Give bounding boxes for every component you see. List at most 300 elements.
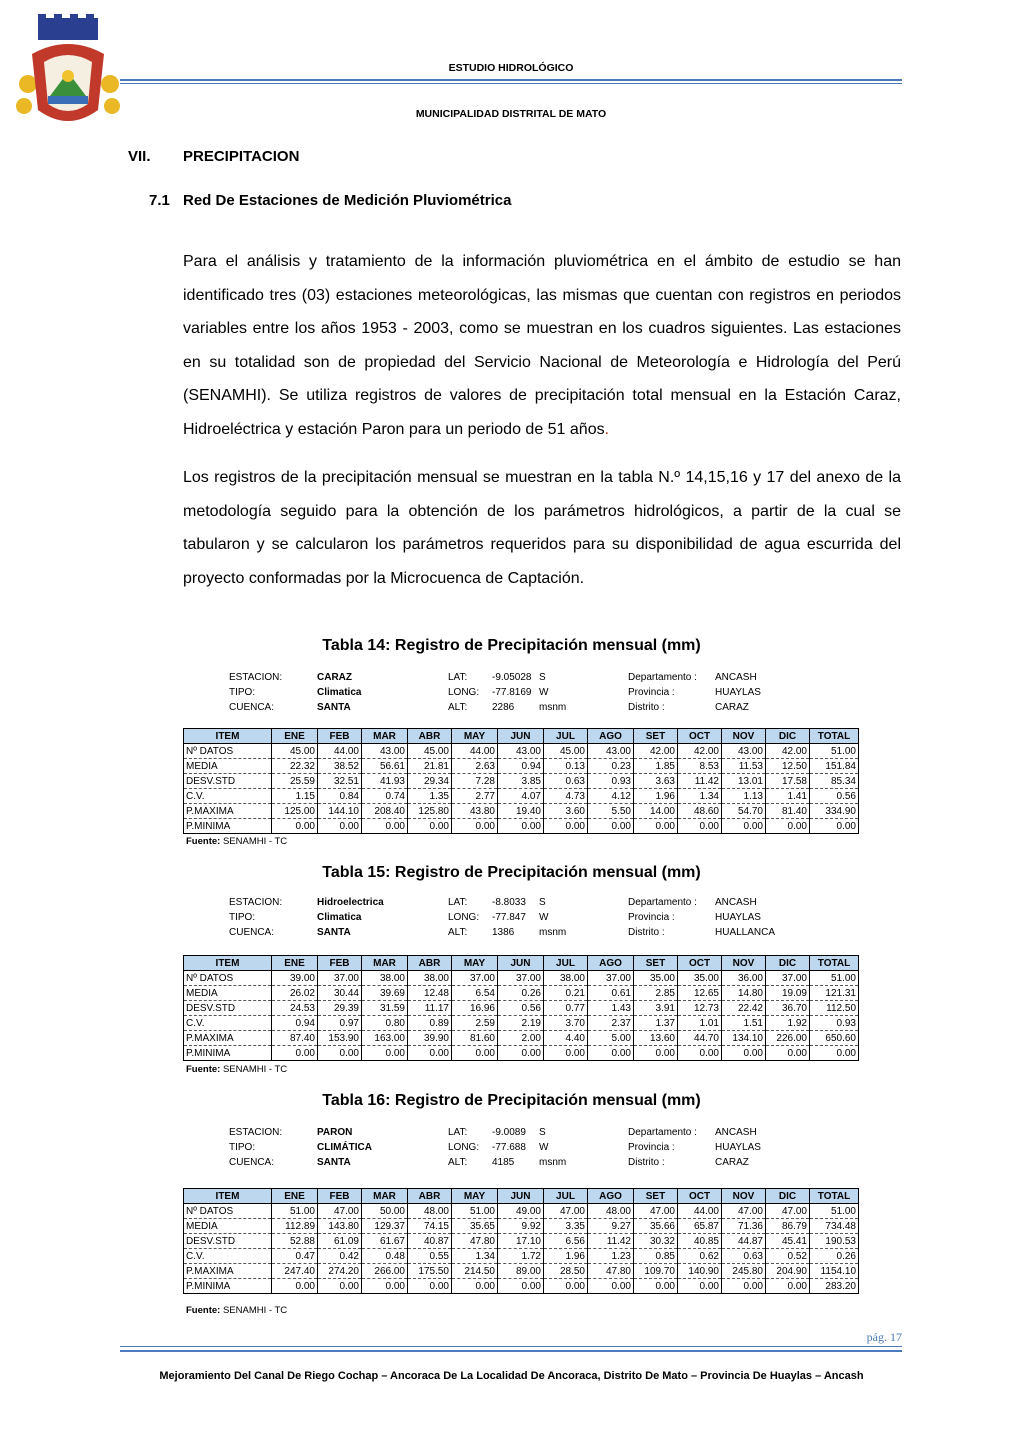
- long-dir: W: [539, 1142, 549, 1153]
- column-header: DIC: [766, 729, 810, 744]
- province-label: Provincia :: [628, 687, 675, 698]
- table-row: [184, 1031, 859, 1046]
- subsection-title: Red De Estaciones de Medición Pluviométrica: [183, 192, 512, 209]
- basin-label: CUENCA:: [229, 927, 275, 938]
- table-cell: 226.00: [766, 1031, 810, 1046]
- lat-dir: S: [539, 672, 546, 683]
- table-cell: 175.50: [408, 1264, 452, 1279]
- column-header: SET: [634, 729, 678, 744]
- table-cell: 65.87: [678, 1219, 722, 1234]
- table-cell: 151.84: [810, 759, 859, 774]
- table-cell: 0.00: [498, 1046, 544, 1061]
- table-cell: 40.87: [408, 1234, 452, 1249]
- table-cell: 0.94: [498, 759, 544, 774]
- source-value: SENAMHI - TC: [222, 1305, 288, 1316]
- table-cell: 40.85: [678, 1234, 722, 1249]
- lat-label: LAT:: [448, 672, 468, 683]
- table-cell: 11.42: [678, 774, 722, 789]
- column-header: FEB: [318, 1189, 362, 1204]
- table-cell: 14.80: [722, 986, 766, 1001]
- table-cell: 43.00: [362, 744, 408, 759]
- table-cell: 54.70: [722, 804, 766, 819]
- row-label: Nº DATOS: [184, 971, 272, 986]
- station-label: ESTACION:: [229, 1127, 283, 1138]
- column-header: MAR: [362, 729, 408, 744]
- column-header: TOTAL: [810, 956, 859, 971]
- table-cell: 1.43: [588, 1001, 634, 1016]
- column-header: MAY: [452, 956, 498, 971]
- table-cell: 35.66: [634, 1219, 678, 1234]
- table-cell: 650.60: [810, 1031, 859, 1046]
- table-cell: 0.00: [634, 1046, 678, 1061]
- column-header: SET: [634, 956, 678, 971]
- table-cell: 48.60: [678, 804, 722, 819]
- source-label: Fuente:: [186, 1305, 221, 1316]
- table-cell: 25.59: [272, 774, 318, 789]
- table-cell: 266.00: [362, 1264, 408, 1279]
- alt-value: 2286: [492, 702, 515, 713]
- table-cell: 0.85: [634, 1249, 678, 1264]
- table-cell: 0.00: [318, 1279, 362, 1294]
- header-rule-thin: [120, 83, 902, 84]
- table-cell: 1.92: [766, 1016, 810, 1031]
- table-cell: 0.00: [544, 819, 588, 834]
- type-value: Climatica: [317, 687, 362, 698]
- table-cell: 3.70: [544, 1016, 588, 1031]
- table-cell: 52.88: [272, 1234, 318, 1249]
- paragraph-2: Los registros de la precipitación mensual se muestran en la tabla N.º 14,15,16 y 17 del anexo de la metodología seguido para la obtención de los parámetros hidrológicos, a partir de la cual se tabularon y se calcularon los parámetros requeridos para su disponibilidad de agua escurrida del proyecto conformadas por la Microcuenca de Captación.: [183, 469, 901, 587]
- table-cell: 11.42: [588, 1234, 634, 1249]
- row-label: P.MINIMA: [184, 1279, 272, 1294]
- row-label: DESV.STD: [184, 774, 272, 789]
- table-cell: 74.15: [408, 1219, 452, 1234]
- row-label: P.MAXIMA: [184, 1264, 272, 1279]
- table-cell: 29.34: [408, 774, 452, 789]
- province-label: Provincia :: [628, 912, 675, 923]
- table-cell: 1.96: [634, 789, 678, 804]
- table-cell: 2.19: [498, 1016, 544, 1031]
- precipitation-table: [183, 1188, 859, 1294]
- table-cell: 2.59: [452, 1016, 498, 1031]
- table-caption: Tabla 15: Registro de Precipitación mensual (mm): [322, 864, 701, 881]
- table-cell: 3.35: [544, 1219, 588, 1234]
- table-cell: 0.94: [272, 1016, 318, 1031]
- footer-project-title: Mejoramiento Del Canal De Riego Cochap – Ancoraca De La Localidad De Ancoraca, Distrito De Mato – Provincia De Huaylas – Ancash: [159, 1370, 864, 1382]
- table-cell: 3.63: [634, 774, 678, 789]
- table-cell: 0.00: [678, 1279, 722, 1294]
- basin-value: SANTA: [317, 927, 351, 938]
- table-cell: 38.00: [408, 971, 452, 986]
- page-number: pág. 17: [866, 1330, 902, 1344]
- table-cell: 0.13: [544, 759, 588, 774]
- table-cell: 32.51: [318, 774, 362, 789]
- table-cell: 37.00: [588, 971, 634, 986]
- province-value: HUAYLAS: [715, 912, 761, 923]
- source-label: Fuente:: [186, 1064, 221, 1075]
- row-label: DESV.STD: [184, 1234, 272, 1249]
- table-row: [184, 986, 859, 1001]
- table-cell: 47.80: [588, 1264, 634, 1279]
- column-header: ITEM: [184, 1189, 272, 1204]
- table-cell: 0.00: [408, 1279, 452, 1294]
- department-label: Departamento :: [628, 1127, 697, 1138]
- table-cell: 1.01: [678, 1016, 722, 1031]
- table-cell: 8.53: [678, 759, 722, 774]
- table-cell: 44.00: [452, 744, 498, 759]
- table-cell: 0.00: [810, 819, 859, 834]
- table-header-row: [184, 1189, 859, 1204]
- row-label: P.MAXIMA: [184, 804, 272, 819]
- table-cell: 0.00: [452, 1279, 498, 1294]
- table-cell: 19.09: [766, 986, 810, 1001]
- column-header: JUN: [498, 1189, 544, 1204]
- municipality-name: MUNICIPALIDAD DISTRITAL DE MATO: [415, 108, 607, 120]
- table-cell: 4.73: [544, 789, 588, 804]
- table-cell: 50.00: [362, 1204, 408, 1219]
- table-caption: Tabla 16: Registro de Precipitación mensual (mm): [322, 1092, 701, 1109]
- table-cell: 109.70: [634, 1264, 678, 1279]
- table-cell: 81.60: [452, 1031, 498, 1046]
- table-cell: 1.72: [498, 1249, 544, 1264]
- table-cell: 37.00: [318, 971, 362, 986]
- table-cell: 39.00: [272, 971, 318, 986]
- table-cell: 24.53: [272, 1001, 318, 1016]
- row-label: C.V.: [184, 1016, 272, 1031]
- district-label: Distrito :: [628, 702, 665, 713]
- table-cell: 31.59: [362, 1001, 408, 1016]
- table-row: [184, 789, 859, 804]
- table-cell: 22.42: [722, 1001, 766, 1016]
- table-cell: 44.87: [722, 1234, 766, 1249]
- table-row: [184, 1249, 859, 1264]
- table-row: [184, 1219, 859, 1234]
- column-header: ENE: [272, 1189, 318, 1204]
- table-cell: 0.00: [722, 1279, 766, 1294]
- table-cell: 0.00: [498, 1279, 544, 1294]
- source-value: SENAMHI - TC: [222, 1064, 288, 1075]
- document-title: ESTUDIO HIDROLÓGICO: [448, 62, 574, 74]
- table-cell: 47.00: [766, 1204, 810, 1219]
- table-cell: 0.00: [766, 1279, 810, 1294]
- type-label: TIPO:: [229, 1142, 256, 1153]
- table-cell: 12.73: [678, 1001, 722, 1016]
- table-cell: 0.00: [722, 1046, 766, 1061]
- table-cell: 144.10: [318, 804, 362, 819]
- alt-label: ALT:: [448, 1157, 468, 1168]
- table-cell: 208.40: [362, 804, 408, 819]
- table-cell: 14.00: [634, 804, 678, 819]
- table-row: [184, 1016, 859, 1031]
- column-header: DIC: [766, 956, 810, 971]
- station-label: ESTACION:: [229, 672, 283, 683]
- district-value: HUALLANCA: [715, 927, 776, 938]
- table-cell: 61.09: [318, 1234, 362, 1249]
- municipal-coat-of-arms-icon: [14, 14, 122, 132]
- table-cell: 51.00: [810, 971, 859, 986]
- table-cell: 0.00: [362, 1279, 408, 1294]
- alt-value: 1386: [492, 927, 515, 938]
- table-cell: 0.63: [544, 774, 588, 789]
- column-header: ENE: [272, 956, 318, 971]
- table-cell: 13.01: [722, 774, 766, 789]
- table-cell: 45.00: [544, 744, 588, 759]
- table-cell: 17.58: [766, 774, 810, 789]
- table-cell: 7.28: [452, 774, 498, 789]
- table-cell: 37.00: [766, 971, 810, 986]
- district-value: CARAZ: [715, 702, 749, 713]
- table-cell: 283.20: [810, 1279, 859, 1294]
- table-cell: 1154.10: [810, 1264, 859, 1279]
- table-cell: 37.00: [452, 971, 498, 986]
- table-cell: 0.00: [722, 819, 766, 834]
- table-cell: 190.53: [810, 1234, 859, 1249]
- column-header: MAY: [452, 729, 498, 744]
- table-cell: 43.00: [588, 744, 634, 759]
- section-title: PRECIPITACION: [183, 148, 300, 165]
- table-cell: 0.00: [634, 1279, 678, 1294]
- table-cell: 0.00: [452, 819, 498, 834]
- table-cell: 1.23: [588, 1249, 634, 1264]
- table-cell: 4.40: [544, 1031, 588, 1046]
- column-header: MAR: [362, 956, 408, 971]
- alt-value: 4185: [492, 1157, 515, 1168]
- basin-label: CUENCA:: [229, 1157, 275, 1168]
- column-header: NOV: [722, 1189, 766, 1204]
- long-dir: W: [539, 912, 549, 923]
- table-cell: 45.41: [766, 1234, 810, 1249]
- table-row: [184, 1234, 859, 1249]
- alt-unit: msnm: [539, 1157, 567, 1168]
- station-info: [0, 670, 1023, 716]
- table-cell: 2.77: [452, 789, 498, 804]
- table-cell: 6.56: [544, 1234, 588, 1249]
- table-cell: 143.80: [318, 1219, 362, 1234]
- table-cell: 30.44: [318, 986, 362, 1001]
- table-cell: 2.63: [452, 759, 498, 774]
- table-cell: 45.00: [408, 744, 452, 759]
- column-header: ABR: [408, 956, 452, 971]
- table-cell: 36.00: [722, 971, 766, 986]
- table-header-row: [184, 729, 859, 744]
- table-cell: 45.00: [272, 744, 318, 759]
- lat-dir: S: [539, 897, 546, 908]
- table-cell: 1.13: [722, 789, 766, 804]
- lat-value: -9.05028: [492, 672, 532, 683]
- table-cell: 0.00: [272, 1046, 318, 1061]
- long-value: -77.688: [492, 1142, 526, 1153]
- province-label: Provincia :: [628, 1142, 675, 1153]
- table-cell: 3.60: [544, 804, 588, 819]
- station-name: Hidroelectrica: [317, 897, 384, 908]
- table-cell: 0.52: [766, 1249, 810, 1264]
- table-cell: 0.00: [498, 819, 544, 834]
- table-cell: 0.00: [588, 819, 634, 834]
- basin-value: SANTA: [317, 1157, 351, 1168]
- table-cell: 3.85: [498, 774, 544, 789]
- table-header-row: [184, 956, 859, 971]
- table-row: [184, 971, 859, 986]
- department-label: Departamento :: [628, 897, 697, 908]
- alt-unit: msnm: [539, 927, 567, 938]
- table-cell: 51.00: [452, 1204, 498, 1219]
- section-number: VII.: [128, 148, 151, 165]
- table-cell: 121.31: [810, 986, 859, 1001]
- column-header: JUN: [498, 956, 544, 971]
- lat-value: -8.8033: [492, 897, 526, 908]
- table-cell: 35.65: [452, 1219, 498, 1234]
- table-cell: 16.96: [452, 1001, 498, 1016]
- table-cell: 0.00: [452, 1046, 498, 1061]
- table-cell: 0.56: [810, 789, 859, 804]
- source-value: SENAMHI - TC: [222, 836, 288, 847]
- table-cell: 42.00: [678, 744, 722, 759]
- lat-label: LAT:: [448, 1127, 468, 1138]
- table-cell: 0.62: [678, 1249, 722, 1264]
- station-name: PARON: [317, 1127, 353, 1138]
- column-header: JUL: [544, 729, 588, 744]
- table-cell: 247.40: [272, 1264, 318, 1279]
- table-cell: 0.26: [498, 986, 544, 1001]
- column-header: JUN: [498, 729, 544, 744]
- table-cell: 28.50: [544, 1264, 588, 1279]
- table-cell: 0.00: [634, 819, 678, 834]
- department-value: ANCASH: [715, 672, 757, 683]
- table-cell: 0.23: [588, 759, 634, 774]
- table-cell: 61.67: [362, 1234, 408, 1249]
- column-header: SET: [634, 1189, 678, 1204]
- table-cell: 38.00: [362, 971, 408, 986]
- row-label: MEDIA: [184, 986, 272, 1001]
- table-cell: 47.80: [452, 1234, 498, 1249]
- table-cell: 2.37: [588, 1016, 634, 1031]
- table-cell: 0.47: [272, 1249, 318, 1264]
- table-cell: 129.37: [362, 1219, 408, 1234]
- column-header: MAR: [362, 1189, 408, 1204]
- table-cell: 140.90: [678, 1264, 722, 1279]
- type-label: TIPO:: [229, 687, 256, 698]
- table-cell: 39.69: [362, 986, 408, 1001]
- table-cell: 0.93: [810, 1016, 859, 1031]
- row-label: C.V.: [184, 1249, 272, 1264]
- table-cell: 21.81: [408, 759, 452, 774]
- table-cell: 214.50: [452, 1264, 498, 1279]
- table-cell: 43.00: [498, 744, 544, 759]
- table-cell: 51.00: [272, 1204, 318, 1219]
- table-cell: 42.00: [766, 744, 810, 759]
- column-header: ITEM: [184, 956, 272, 971]
- station-label: ESTACION:: [229, 897, 283, 908]
- column-header: ABR: [408, 1189, 452, 1204]
- lat-value: -9.0089: [492, 1127, 526, 1138]
- table-cell: 1.51: [722, 1016, 766, 1031]
- subsection-number: 7.1: [149, 192, 170, 209]
- long-dir: W: [539, 687, 549, 698]
- table-cell: 29.39: [318, 1001, 362, 1016]
- long-value: -77.847: [492, 912, 526, 923]
- table-cell: 734.48: [810, 1219, 859, 1234]
- header-rule: [120, 79, 902, 81]
- table-cell: 42.00: [634, 744, 678, 759]
- paragraph-1: [183, 245, 901, 446]
- lat-dir: S: [539, 1127, 546, 1138]
- table-cell: 47.00: [722, 1204, 766, 1219]
- basin-label: CUENCA:: [229, 702, 275, 713]
- table-cell: 13.60: [634, 1031, 678, 1046]
- footer-rule: [120, 1350, 902, 1352]
- department-value: ANCASH: [715, 1127, 757, 1138]
- table-cell: 51.00: [810, 1204, 859, 1219]
- table-cell: 0.21: [544, 986, 588, 1001]
- table-cell: 125.00: [272, 804, 318, 819]
- table-cell: 0.48: [362, 1249, 408, 1264]
- table-cell: 38.00: [544, 971, 588, 986]
- table-cell: 0.00: [678, 819, 722, 834]
- table-cell: 274.20: [318, 1264, 362, 1279]
- table-row: [184, 819, 859, 834]
- row-label: P.MINIMA: [184, 819, 272, 834]
- table-row: [184, 804, 859, 819]
- table-cell: 0.26: [810, 1249, 859, 1264]
- row-label: MEDIA: [184, 759, 272, 774]
- table-cell: 44.70: [678, 1031, 722, 1046]
- table-cell: 0.42: [318, 1249, 362, 1264]
- table-cell: 41.93: [362, 774, 408, 789]
- table-cell: 43.00: [722, 744, 766, 759]
- table-cell: 0.00: [588, 1046, 634, 1061]
- table-cell: 44.00: [318, 744, 362, 759]
- column-header: DIC: [766, 1189, 810, 1204]
- table-cell: 39.90: [408, 1031, 452, 1046]
- row-label: P.MINIMA: [184, 1046, 272, 1061]
- table-cell: 0.00: [544, 1279, 588, 1294]
- table-cell: 36.70: [766, 1001, 810, 1016]
- column-header: ABR: [408, 729, 452, 744]
- table-cell: 1.15: [272, 789, 318, 804]
- type-value: CLIMÁTICA: [317, 1142, 372, 1153]
- table-cell: 86.79: [766, 1219, 810, 1234]
- table-cell: 37.00: [498, 971, 544, 986]
- table-cell: 0.00: [810, 1046, 859, 1061]
- table-cell: 0.77: [544, 1001, 588, 1016]
- column-header: ENE: [272, 729, 318, 744]
- column-header: ITEM: [184, 729, 272, 744]
- table-cell: 0.00: [588, 1279, 634, 1294]
- table-cell: 89.00: [498, 1264, 544, 1279]
- table-cell: 44.00: [678, 1204, 722, 1219]
- table-cell: 17.10: [498, 1234, 544, 1249]
- column-header: OCT: [678, 729, 722, 744]
- column-header: NOV: [722, 956, 766, 971]
- table-cell: 5.00: [588, 1031, 634, 1046]
- column-header: NOV: [722, 729, 766, 744]
- table-cell: 0.00: [272, 819, 318, 834]
- table-cell: 87.40: [272, 1031, 318, 1046]
- table-cell: 0.97: [318, 1016, 362, 1031]
- district-label: Distrito :: [628, 1157, 665, 1168]
- table-cell: 47.00: [634, 1204, 678, 1219]
- table-cell: 9.27: [588, 1219, 634, 1234]
- alt-label: ALT:: [448, 702, 468, 713]
- column-header: MAY: [452, 1189, 498, 1204]
- table-row: [184, 1046, 859, 1061]
- table-cell: 2.00: [498, 1031, 544, 1046]
- table-cell: 43.80: [452, 804, 498, 819]
- table-cell: 2.85: [634, 986, 678, 1001]
- table-cell: 4.12: [588, 789, 634, 804]
- table-row: [184, 774, 859, 789]
- table-cell: 85.34: [810, 774, 859, 789]
- station-name: CARAZ: [317, 672, 352, 683]
